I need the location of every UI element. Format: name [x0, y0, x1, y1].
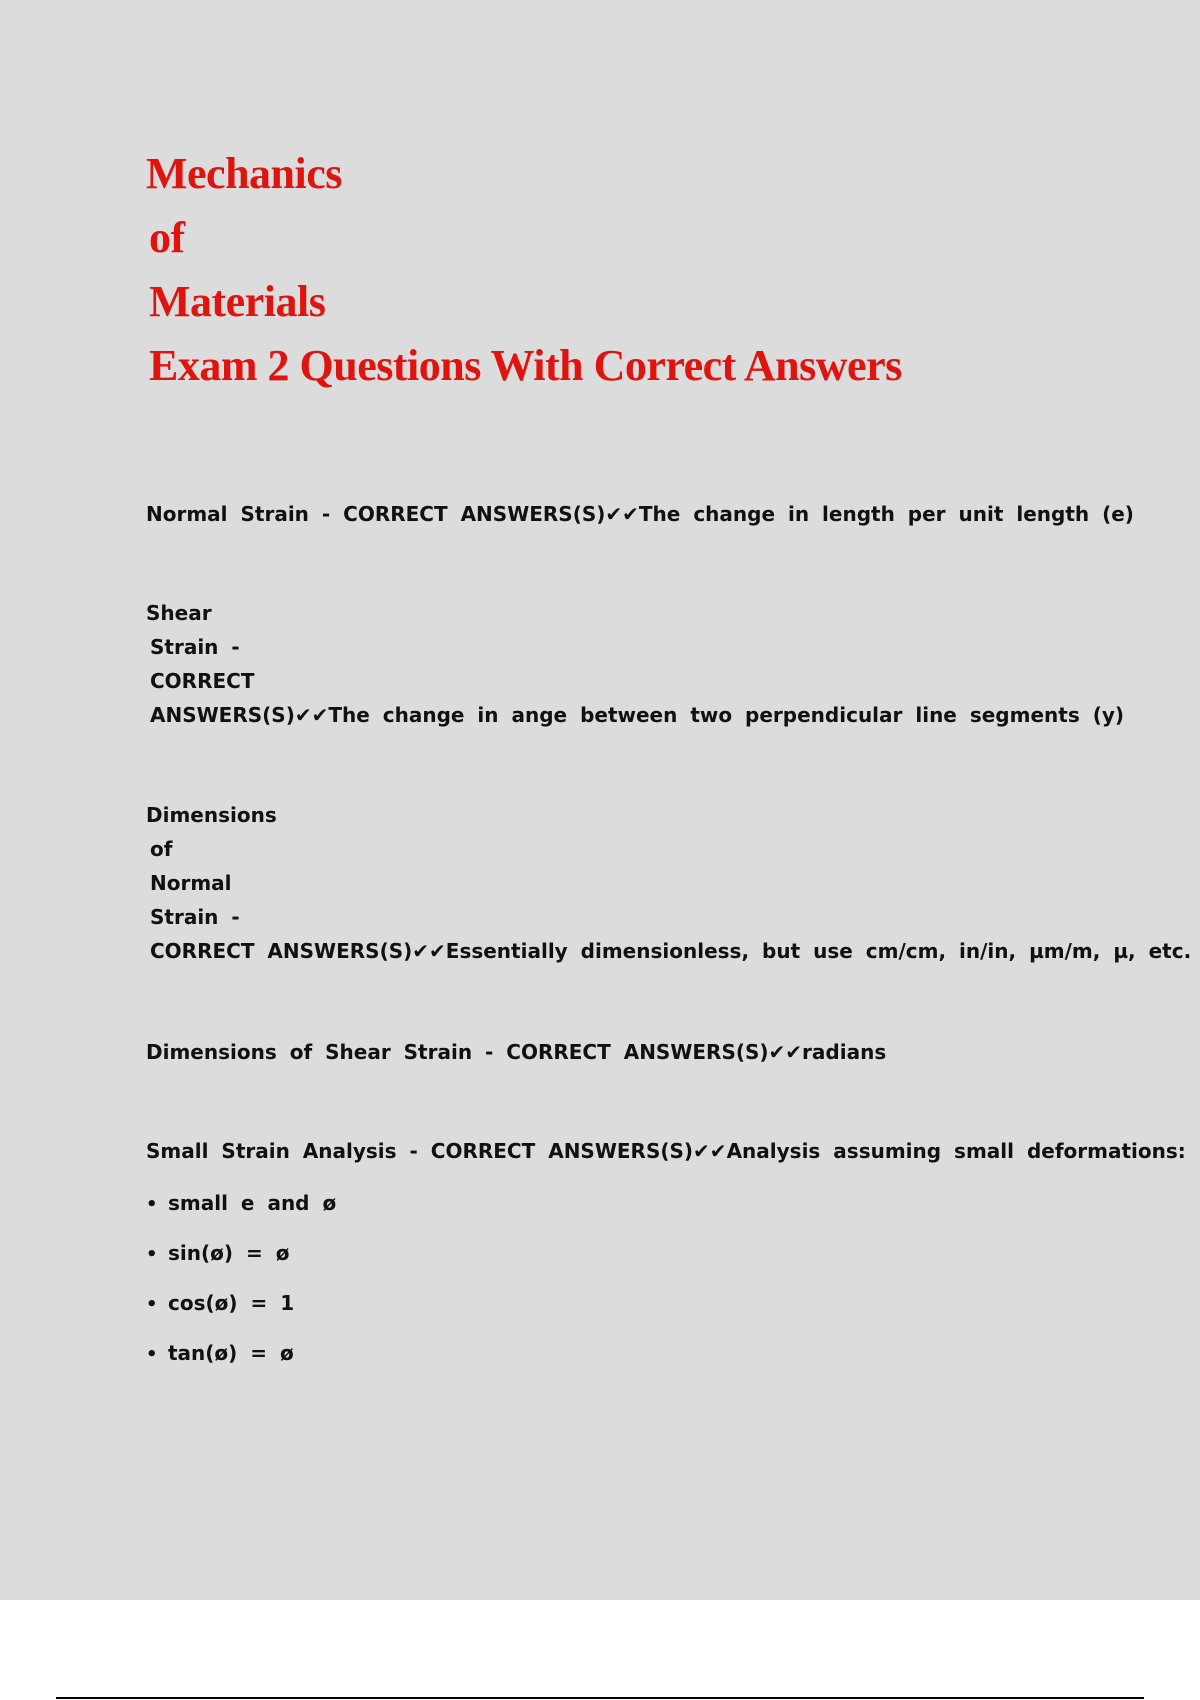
document-title: [146, 142, 902, 398]
qa-line: Strain -: [150, 635, 240, 659]
title-line: Mechanics: [146, 149, 342, 198]
qa-small-strain-analysis: Small Strain Analysis - CORRECT ANSWERS(S)✔✔Analysis assuming small deformations:: [146, 1139, 1186, 1163]
footer-divider: [56, 1697, 1144, 1699]
qa-line: Dimensions: [146, 803, 277, 827]
qa-dimensions-shear-strain: Dimensions of Shear Strain - CORRECT ANSWERS(S)✔✔radians: [146, 1040, 887, 1064]
bullet-icon: •: [146, 1194, 158, 1215]
list-item: [146, 1186, 336, 1236]
qa-shear-strain: [146, 596, 1124, 732]
bullet-icon: •: [146, 1344, 158, 1365]
bullet-text: small e and ø: [168, 1191, 337, 1215]
title-line: Exam 2 Questions With Correct Answers: [149, 341, 902, 390]
qa-line: of: [150, 837, 173, 861]
list-item: [146, 1236, 336, 1286]
list-item: [146, 1336, 336, 1386]
qa-line: CORRECT: [150, 669, 255, 693]
qa-line: Strain -: [150, 905, 240, 929]
bullet-icon: •: [146, 1294, 158, 1315]
bullet-icon: •: [146, 1244, 158, 1265]
qa-line: Shear: [146, 601, 212, 625]
title-line: Materials: [149, 277, 326, 326]
bullet-text: cos(ø) = 1: [168, 1291, 295, 1315]
title-line: of: [149, 213, 185, 262]
small-strain-bullet-list: [146, 1186, 336, 1386]
qa-line: CORRECT ANSWERS(S)✔✔Essentially dimensionless, but use cm/cm, in/in, µm/m, µ, etc.: [150, 939, 1192, 963]
qa-dimensions-normal-strain: [146, 798, 1191, 968]
bullet-text: sin(ø) = ø: [168, 1241, 290, 1265]
qa-normal-strain: Normal Strain - CORRECT ANSWERS(S)✔✔The change in length per unit length (e): [146, 502, 1134, 526]
qa-line: ANSWERS(S)✔✔The change in ange between two perpendicular line segments (y): [150, 703, 1125, 727]
qa-line: Normal: [150, 871, 232, 895]
bullet-text: tan(ø) = ø: [168, 1341, 294, 1365]
list-item: [146, 1286, 336, 1336]
